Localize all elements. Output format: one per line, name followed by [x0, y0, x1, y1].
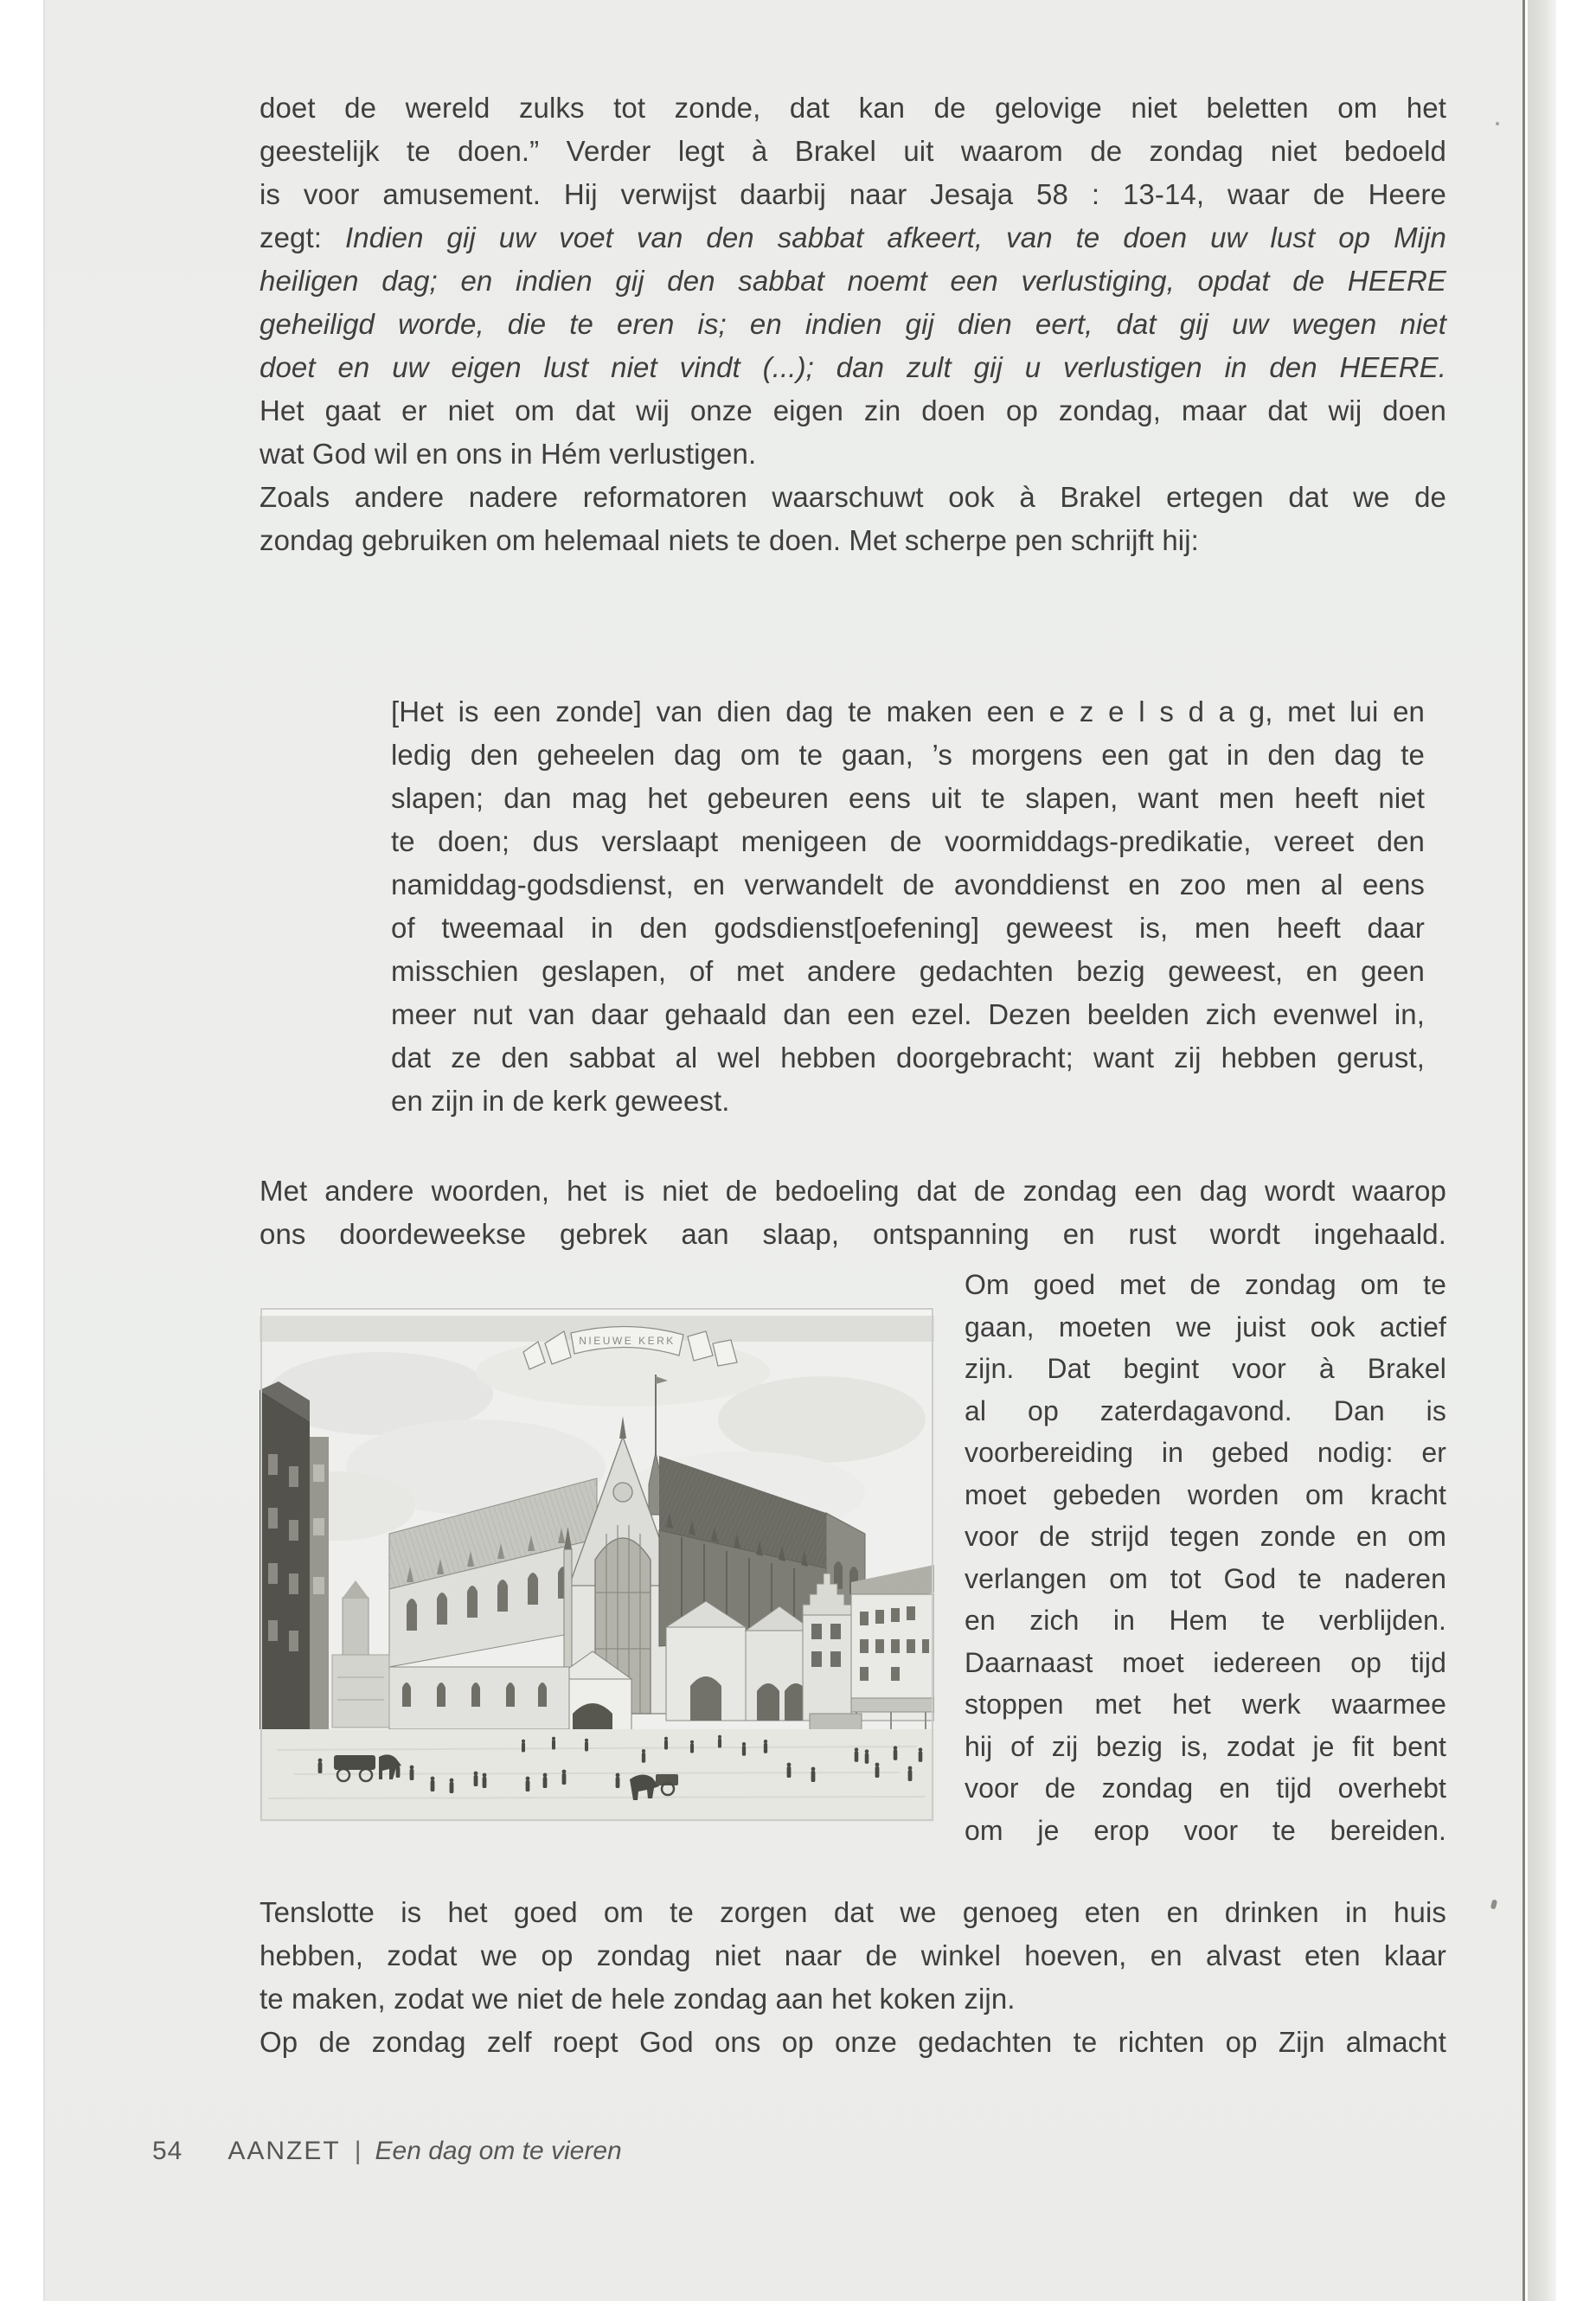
text-segment: moet gebeden worden om kracht [965, 1478, 1446, 1510]
text-line [965, 1642, 1446, 1684]
text-line [965, 1726, 1446, 1768]
text-line [260, 1213, 1446, 1256]
article-title: Een dag om te vieren [375, 2137, 622, 2165]
ribbon-banner-text: NIEUWE KERK [579, 1335, 676, 1347]
text-line [391, 863, 1425, 907]
text-segment: doet de wereld zulks tot zonde, dat kan de gelovige niet beletten om het [260, 92, 1446, 124]
text-segment: geheiligd worde, die te eren is; en indien gij dien eert, dat gij uw wegen niet [260, 308, 1446, 340]
text-segment: en zijn in de kerk geweest. [391, 1085, 730, 1117]
text-segment: ons doordeweekse gebrek aan slaap, ontspanning en rust wordt ingehaald. [260, 1218, 1446, 1250]
text-segment: [Het is een zonde] van dien dag te maken een e z e l s d a g, met lui en [391, 695, 1425, 727]
text-segment: wat God wil en ons in Hém verlustigen. [260, 438, 757, 470]
text-line [260, 173, 1446, 216]
text-segment: geestelijk te doen.” Verder legt à Brakel uit waarom de zondag niet bedoeld [260, 135, 1446, 167]
houses-right [803, 1565, 934, 1736]
left-chapels [389, 1667, 569, 1729]
text-segment: te maken, zodat we niet de hele zondag aan het koken zijn. [260, 1983, 1016, 2015]
page-footer [152, 2137, 622, 2166]
text-segment: Met andere woorden, het is niet de bedoeling dat de zondag een dag wordt waarop [260, 1175, 1446, 1207]
church-engraving-image [260, 1307, 934, 1822]
text-line [260, 216, 1446, 260]
page-number: 54 [152, 2137, 183, 2165]
text-line [965, 1558, 1446, 1600]
text-segment: misschien geslapen, of met andere gedachten bezig geweest, en geen [391, 955, 1425, 987]
text-segment: Daarnaast moet iedereen op tijd [965, 1646, 1446, 1678]
text-segment: namiddag-godsdienst, en verwandelt de avonddienst en zoo men al eens [391, 868, 1425, 901]
text-segment: verlangen om tot God te naderen [965, 1562, 1446, 1594]
text-segment: Op de zondag zelf roept God ons op onze gedachten te richten op Zijn almacht [260, 2026, 1446, 2058]
text-segment: voorbereiding in gebed nodig: er [965, 1437, 1446, 1468]
church-engraving-figure [260, 1307, 934, 1822]
text-segment: ledig den geheelen dag om te gaan, ’s morgens een gat in den dag te [391, 739, 1425, 771]
text-segment: gaan, moeten we juist ook actief [965, 1311, 1446, 1343]
text-line [260, 87, 1446, 130]
text-line [260, 130, 1446, 173]
text-line [260, 346, 1446, 389]
text-line [260, 1977, 1446, 2021]
text-line [965, 1767, 1446, 1810]
text-line [260, 303, 1446, 346]
text-line [391, 820, 1425, 863]
text-line [260, 433, 1446, 476]
text-line [260, 1934, 1446, 1977]
text-line [391, 907, 1425, 950]
text-line [965, 1516, 1446, 1558]
text-line [965, 1599, 1446, 1642]
page-text-content [260, 87, 1446, 2064]
text-segment: doet en uw eigen lust niet vindt (...); dan zult gij u verlustigen in den HEERE. [260, 351, 1446, 383]
text-segment: meer nut van daar gehaald dan een ezel. Dezen beelden zich evenwel in, [391, 998, 1425, 1030]
text-segment: zondag gebruiken om helemaal niets te doen. Met scherpe pen schrijft hij: [260, 524, 1199, 556]
text-segment: Indien gij uw voet van den sabbat afkeert, van te doen uw lust op Mijn [345, 221, 1446, 253]
text-line [965, 1810, 1446, 1852]
text-line [260, 519, 1446, 562]
footer-separator: | [354, 2137, 362, 2165]
text-line [965, 1432, 1446, 1474]
text-line [260, 389, 1446, 433]
text-segment: slapen; dan mag het gebeuren eens uit te slapen, want men heeft niet [391, 782, 1425, 814]
text-segment: stoppen met het werk waarmee [965, 1689, 1446, 1720]
text-segment: te doen; dus verslaapt menigeen de voormiddags-predikatie, vereet den [391, 825, 1425, 857]
text-line [965, 1348, 1446, 1390]
text-line [965, 1264, 1446, 1306]
text-line [391, 777, 1425, 820]
text-segment: al op zaterdagavond. Dan is [965, 1394, 1446, 1426]
text-segment: zegt: [260, 221, 346, 253]
text-segment: hebben, zodat we op zondag niet naar de winkel hoeven, en alvast eten klaar [260, 1939, 1446, 1971]
book-page [43, 0, 1525, 2301]
text-segment: hij of zij bezig is, zodat je fit bent [965, 1730, 1446, 1762]
paragraph-intro [260, 87, 1446, 562]
text-line [260, 1891, 1446, 1934]
paragraph-tenslotte [260, 1891, 1446, 2064]
blockquote-brakel [391, 690, 1425, 1123]
text-line [391, 993, 1425, 1036]
scan-speck [1496, 122, 1499, 125]
text-segment: voor de zondag en tijd overhebt [965, 1772, 1446, 1804]
paragraph-met-andere-woorden [260, 1170, 1446, 1256]
text-segment: voor de strijd tegen zonde en om [965, 1521, 1446, 1552]
text-segment: Tenslotte is het goed om te zorgen dat we genoeg eten en drinken in huis [260, 1896, 1446, 1928]
text-line [260, 1170, 1446, 1213]
text-segment: Zoals andere nadere reformatoren waarschuwt ook à Brakel ertegen dat we de [260, 481, 1446, 513]
text-segment: en zich in Hem te verblijden. [965, 1605, 1446, 1636]
text-line [965, 1306, 1446, 1349]
text-line [391, 950, 1425, 993]
text-line [965, 1683, 1446, 1726]
text-segment: zijn. Dat begint voor à Brakel [965, 1353, 1446, 1384]
image-and-text-section [260, 1269, 1446, 1854]
text-line [965, 1474, 1446, 1516]
scan-right-edge [1528, 0, 1556, 2301]
paragraph-beside-image [965, 1264, 1446, 1851]
text-segment: heiligen dag; en indien gij den sabbat noemt een verlustiging, opdat de HEERE [260, 265, 1446, 297]
text-segment: is voor amusement. Hij verwijst daarbij naar Jesaja 58 : 13-14, waar de Heere [260, 178, 1446, 210]
text-segment: om je erop voor te bereiden. [965, 1814, 1446, 1846]
text-line [260, 2021, 1446, 2064]
text-segment: Om goed met de zondag om te [965, 1269, 1446, 1300]
text-line [260, 476, 1446, 519]
text-segment: dat ze den sabbat al wel hebben doorgebracht; want zij hebben gerust, [391, 1042, 1425, 1074]
text-line [391, 734, 1425, 777]
text-line [391, 1036, 1425, 1080]
text-line [391, 690, 1425, 734]
text-line [391, 1080, 1425, 1123]
text-segment: Het gaat er niet om dat wij onze eigen zin doen op zondag, maar dat wij doen [260, 394, 1446, 426]
text-line [260, 260, 1446, 303]
text-line [965, 1390, 1446, 1433]
magazine-title: AANZET [228, 2137, 341, 2165]
text-segment: of tweemaal in den godsdienst[oefening] geweest is, men heeft daar [391, 912, 1425, 944]
